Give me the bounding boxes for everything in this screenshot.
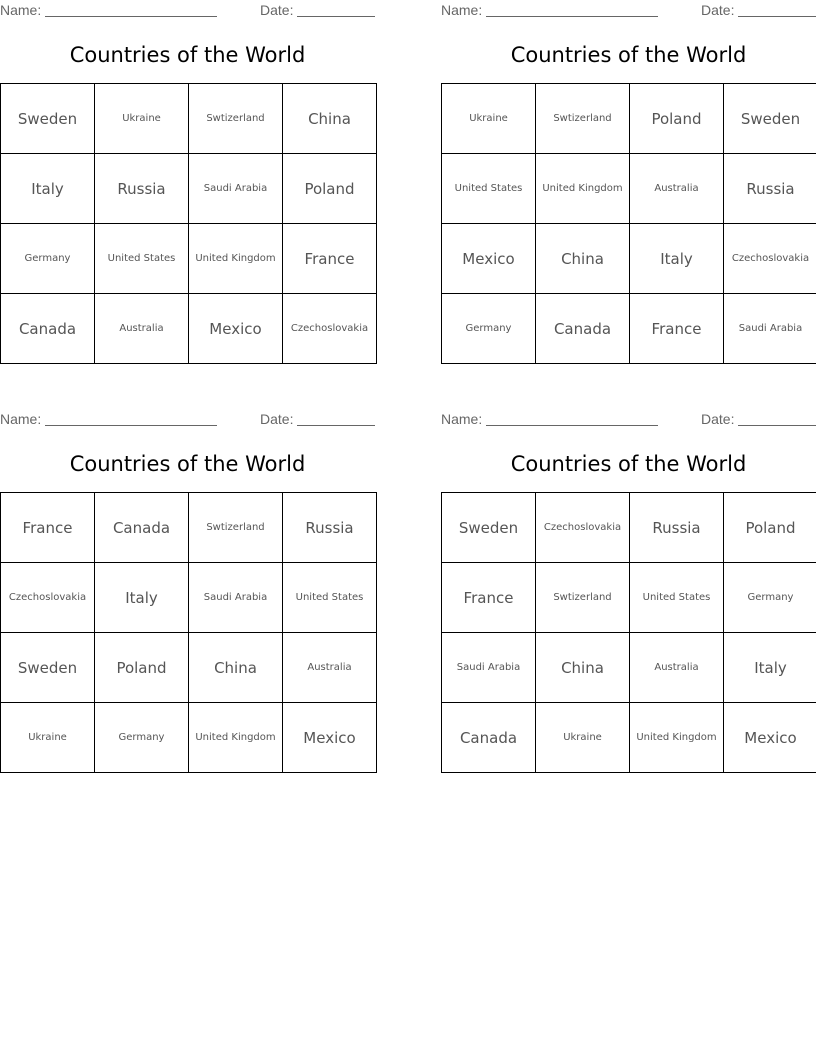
grid-cell: Canada [1, 294, 95, 364]
grid-row [442, 294, 816, 364]
grid-cell: Ukraine [536, 703, 630, 773]
grid-cell: Saudi Arabia [724, 294, 816, 364]
name-blank-line [45, 425, 217, 426]
card-title: Countries of the World [69, 43, 306, 67]
grid-cell: Canada [95, 493, 189, 563]
grid-cell: Ukraine [442, 84, 536, 154]
grid-cell: Poland [630, 84, 724, 154]
card-title: Countries of the World [510, 452, 747, 476]
grid-cell: Italy [1, 154, 95, 224]
grid-cell: China [283, 84, 377, 154]
name-label: Name: [441, 2, 483, 18]
card-title: Countries of the World [510, 43, 747, 67]
bingo-card [0, 0, 376, 380]
date-blank-line [738, 425, 816, 426]
grid-cell: Ukraine [95, 84, 189, 154]
grid-cell: Italy [724, 633, 816, 703]
grid-cell: Saudi Arabia [189, 563, 283, 633]
grid-cell: Germany [95, 703, 189, 773]
grid-cell: Saudi Arabia [442, 633, 536, 703]
grid-cell: Sweden [724, 84, 816, 154]
grid-cell: United Kingdom [189, 703, 283, 773]
grid-row [442, 224, 816, 294]
date-label: Date: [701, 411, 735, 427]
grid-row [1, 563, 377, 633]
bingo-card [441, 0, 816, 380]
grid-cell: Swtizerland [536, 563, 630, 633]
grid-cell: Germany [1, 224, 95, 294]
bingo-grid [441, 492, 816, 773]
grid-cell: Australia [630, 154, 724, 224]
grid-cell: Mexico [283, 703, 377, 773]
grid-cell: United Kingdom [630, 703, 724, 773]
grid-cell: Czechoslovakia [1, 563, 95, 633]
grid-cell: Sweden [1, 84, 95, 154]
date-blank-line [738, 16, 816, 17]
grid-cell: Mexico [189, 294, 283, 364]
grid-row [1, 154, 377, 224]
grid-cell: Australia [630, 633, 724, 703]
grid-cell: Mexico [724, 703, 816, 773]
grid-cell: France [283, 224, 377, 294]
grid-cell: Russia [724, 154, 816, 224]
name-label: Name: [441, 411, 483, 427]
grid-row [1, 633, 377, 703]
grid-cell: Russia [630, 493, 724, 563]
bingo-card [0, 409, 376, 789]
bingo-grid [0, 83, 377, 364]
grid-cell: Swtizerland [189, 84, 283, 154]
grid-cell: Poland [724, 493, 816, 563]
grid-cell: United States [283, 563, 377, 633]
grid-cell: Germany [724, 563, 816, 633]
date-label: Date: [260, 411, 294, 427]
grid-cell: Czechoslovakia [283, 294, 377, 364]
grid-cell: Swtizerland [189, 493, 283, 563]
grid-cell: Canada [536, 294, 630, 364]
grid-cell: Italy [630, 224, 724, 294]
date-label: Date: [701, 2, 735, 18]
name-blank-line [45, 16, 217, 17]
name-blank-line [486, 425, 658, 426]
grid-cell: Czechoslovakia [536, 493, 630, 563]
grid-row [442, 703, 816, 773]
name-blank-line [486, 16, 658, 17]
date-blank-line [297, 16, 375, 17]
grid-cell: United Kingdom [189, 224, 283, 294]
grid-cell: Saudi Arabia [189, 154, 283, 224]
grid-row [442, 633, 816, 703]
bingo-grid [441, 83, 816, 364]
grid-cell: Czechoslovakia [724, 224, 816, 294]
grid-row [442, 563, 816, 633]
grid-cell: Canada [442, 703, 536, 773]
grid-row [1, 703, 377, 773]
date-blank-line [297, 425, 375, 426]
grid-cell: China [536, 633, 630, 703]
grid-cell: Poland [283, 154, 377, 224]
name-label: Name: [0, 411, 42, 427]
grid-cell: United Kingdom [536, 154, 630, 224]
bingo-card [441, 409, 816, 789]
grid-cell: France [442, 563, 536, 633]
grid-cell: Sweden [1, 633, 95, 703]
grid-cell: United States [442, 154, 536, 224]
grid-row [442, 154, 816, 224]
grid-cell: France [1, 493, 95, 563]
grid-cell: China [536, 224, 630, 294]
grid-cell: Poland [95, 633, 189, 703]
grid-row [1, 294, 377, 364]
date-label: Date: [260, 2, 294, 18]
grid-row [1, 493, 377, 563]
grid-cell: Australia [283, 633, 377, 703]
grid-cell: France [630, 294, 724, 364]
grid-cell: Mexico [442, 224, 536, 294]
grid-cell: China [189, 633, 283, 703]
bingo-grid [0, 492, 377, 773]
grid-cell: Russia [95, 154, 189, 224]
grid-cell: Sweden [442, 493, 536, 563]
grid-row [442, 493, 816, 563]
grid-row [442, 84, 816, 154]
name-label: Name: [0, 2, 42, 18]
grid-cell: Swtizerland [536, 84, 630, 154]
grid-cell: United States [630, 563, 724, 633]
grid-cell: Ukraine [1, 703, 95, 773]
grid-row [1, 84, 377, 154]
grid-cell: Australia [95, 294, 189, 364]
grid-cell: Italy [95, 563, 189, 633]
card-title: Countries of the World [69, 452, 306, 476]
grid-cell: United States [95, 224, 189, 294]
grid-row [1, 224, 377, 294]
grid-cell: Germany [442, 294, 536, 364]
grid-cell: Russia [283, 493, 377, 563]
